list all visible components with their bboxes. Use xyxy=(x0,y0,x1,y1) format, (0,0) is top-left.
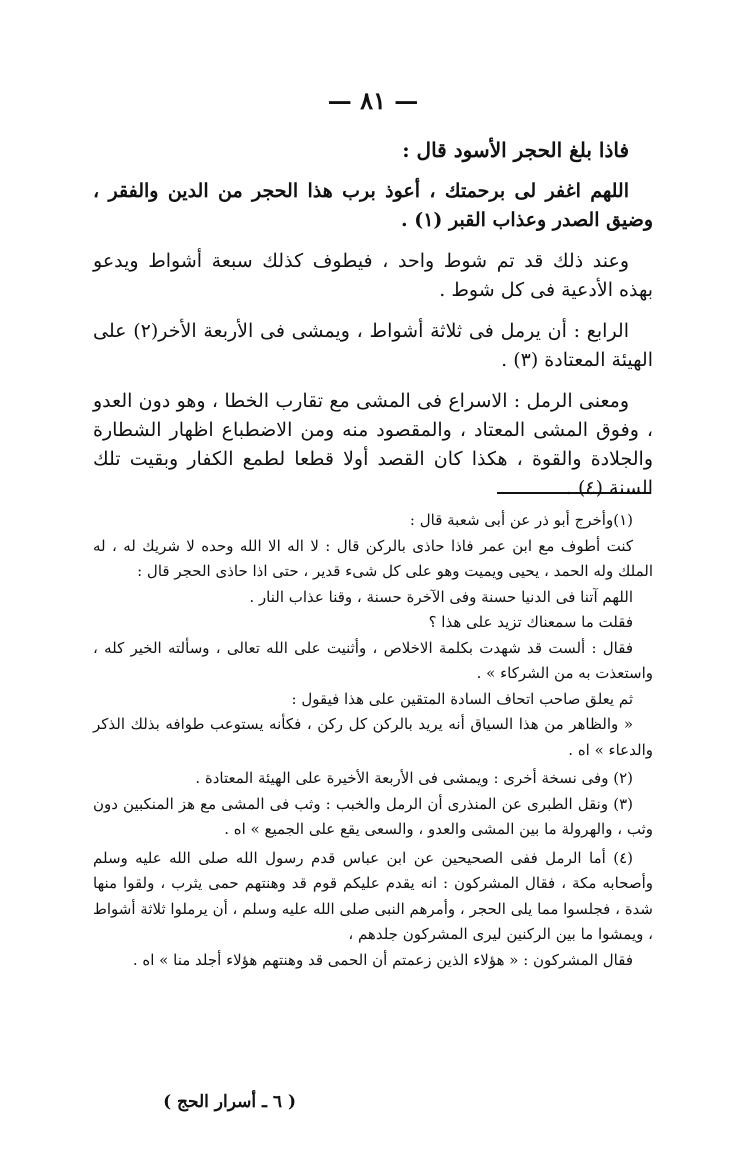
footnote-line: (١)وأخرج أبو ذر عن أبى شعبة قال : xyxy=(409,511,633,529)
main-paragraph: ومعنى الرمل : الاسراع فى المشى مع تقارب الخطا ، وهو دون العدو ، وفوق المشى المعتاد ، والمقصود منه ومن الاضطباع اظهار الشطارة والجلادة والقوة ، هكذا كان القصد أولا قطعا لطمع الكفار وبقيت تلك السنة (٤) . xyxy=(93,390,653,499)
footnote-line: ثم يعلق صاحب اتحاف السادة المتقين على هذا فيقول : xyxy=(291,689,633,708)
footnote-line: (٢) وفى نسخة أخرى : ويمشى فى الأربعة الأخيرة على الهيئة المعتادة . xyxy=(195,769,633,787)
main-text xyxy=(93,136,653,515)
footnote-line: كنت أطوف مع ابن عمر فاذا حاذى بالركن قال : لا اله الا الله وحده لا شريك له ، له الملك وله الحمد ، يحيى ويميت وهو على كل شىء قدير ، حتى اذا حاذى الحجر قال : xyxy=(93,536,653,580)
main-paragraph: اللهم اغفر لى برحمتك ، أعوذ برب هذا الحجر من الدين والفقر ، وضيق الصدر وعذاب القبر (١) . xyxy=(93,180,653,231)
footnote-line: فقال المشركون : « هؤلاء الذين زعمتم أن الحمى قد وهنتهم هؤلاء أجلد منا » اه . xyxy=(132,950,633,969)
footnote-line: فقال : ألست قد شهدت بكلمة الاخلاص ، وأثنيت على الله تعالى ، وسألته الخير كله ، واستعذت به من الشركاء » . xyxy=(93,638,653,682)
main-paragraph: الرابع : أن يرمل فى ثلاثة أشواط ، ويمشى فى الأربعة الأخر(٢) على الهيئة المعتادة (٣) . xyxy=(93,320,653,371)
footnote-line: (٣) ونقل الطبرى عن المنذرى أن الرمل والخبب : وثب فى المشى مع هز المنكبين دون وثب ، والهرولة ما بين المشى والعدو ، والسعى يقع على الجميع » اه . xyxy=(93,794,653,838)
footnote-line: (٤) أما الرمل ففى الصحيحين عن ابن عباس قدم رسول الله صلى الله عليه وسلم وأصحابه مكة ، فقال المشركون : انه يقدم عليكم قوم قد وهنتهم حمى يثرب ، ولقوا منها شدة ، فجلسوا مما يلى الحجر ، وأمرهم النبى صلى الله عليه وسلم ، أن يرملوا ثلاثة أشواط ، ويمشوا ما بين الركنين ليرى المشركون جلدهم ، xyxy=(93,848,653,943)
footnote-line: « والظاهر من هذا السياق أنه يريد بالركن كل ركن ، فكأنه يستوعب طوافه بذلك الذكر والدعاء » اه . xyxy=(93,715,653,759)
footnote-line: اللهم آتنا فى الدنيا حسنة وفى الآخرة حسنة ، وقنا عذاب النار . xyxy=(249,587,633,606)
footnote-divider xyxy=(497,492,651,494)
page-footer: ( ٦ ـ أسرار الحج ) xyxy=(163,1092,296,1112)
footnote-line: فقلت ما سمعناك تزيد على هذا ؟ xyxy=(428,613,633,631)
page-number: — ٨١ — xyxy=(327,86,419,115)
main-paragraph: فاذا بلغ الحجر الأسود قال : xyxy=(402,138,629,162)
footnotes xyxy=(93,508,653,973)
main-paragraph: وعند ذلك قد تم شوط واحد ، فيطوف كذلك سبعة أشواط ويدعو بهذه الأدعية فى كل شوط . xyxy=(93,250,653,301)
